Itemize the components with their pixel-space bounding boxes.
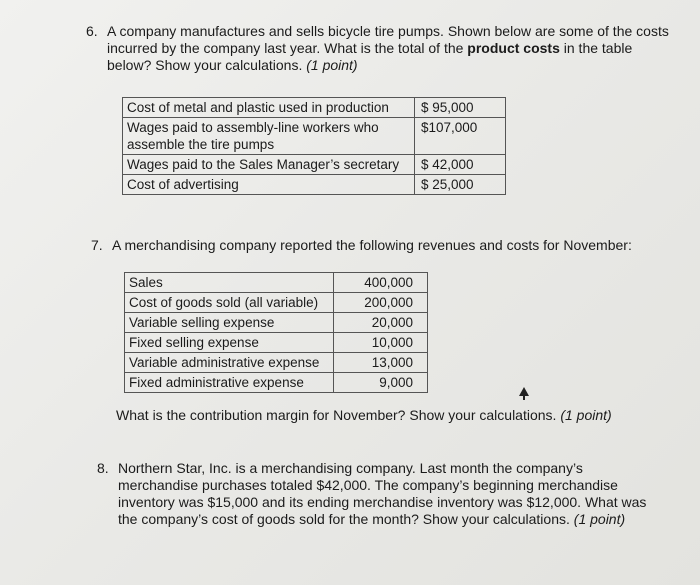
table-row (123, 175, 506, 195)
q7-row-label: Fixed selling expense (125, 333, 334, 353)
q7-row-amount: 10,000 (334, 333, 428, 353)
q7-row-amount: 9,000 (334, 373, 428, 393)
q6-row-amount: $ 25,000 (415, 175, 506, 195)
q7-row-amount: 13,000 (334, 353, 428, 373)
q8-text: Northern Star, Inc. is a merchandising company. Last month the company’s merchandise purchases totaled $42,000. The company’s beginning merchandise inventory was $15,000 and its ending merchandise inventory was $12,000. What was the company’s cost of goods sold for the month? Show your calculations. (118, 460, 647, 527)
q7-row-label: Sales (125, 273, 334, 293)
q6-number: 6. (86, 23, 98, 39)
q6-cost-table (122, 97, 506, 195)
table-row (123, 98, 506, 118)
q7-number: 7. (91, 237, 103, 253)
q6-row-amount: $ 42,000 (415, 155, 506, 175)
q7-row-label: Cost of goods sold (all variable) (125, 293, 334, 313)
q7-row-label: Variable administrative expense (125, 353, 334, 373)
q7-revenue-table (124, 272, 428, 393)
table-row (123, 118, 506, 155)
q6-row-label: Cost of advertising (123, 175, 415, 195)
q7-question (116, 407, 676, 424)
q6-row-label: Wages paid to assembly-line workers who assemble the tire pumps (123, 118, 415, 155)
q6-row-amount: $107,000 (415, 118, 506, 155)
q7-question-text: What is the contribution margin for November? Show your calculations. (116, 407, 561, 423)
q8-number: 8. (97, 460, 109, 476)
q7-row-label: Variable selling expense (125, 313, 334, 333)
table-row (125, 273, 428, 293)
q7-row-amount: 200,000 (334, 293, 428, 313)
table-row (125, 353, 428, 373)
mouse-cursor-icon (519, 387, 529, 396)
q8-points: (1 point) (573, 511, 626, 527)
table-row (125, 293, 428, 313)
table-row (125, 333, 428, 353)
q6-row-label: Cost of metal and plastic used in production (123, 98, 415, 118)
q6-bold-term: product costs (467, 40, 560, 56)
q6-text-before: A company manufactures and sells bicycle tire pumps. Shown below are some of the costs incurred by the company last year. What is the total of the (107, 23, 669, 56)
q7-intro: A merchandising company reported the following revenues and costs for November: (112, 237, 632, 253)
q6-text-after: in the table below? Show your calculations. (107, 40, 633, 73)
q7-row-label: Fixed administrative expense (125, 373, 334, 393)
q7-row-amount: 400,000 (334, 273, 428, 293)
q6-prompt (107, 23, 672, 74)
q7-points: (1 point) (560, 407, 612, 423)
q8-prompt (118, 460, 663, 528)
q6-row-amount: $ 95,000 (415, 98, 506, 118)
q6-points: (1 point) (306, 57, 358, 73)
table-row (123, 155, 506, 175)
table-row (125, 313, 428, 333)
table-row (125, 373, 428, 393)
q7-row-amount: 20,000 (334, 313, 428, 333)
q6-row-label: Wages paid to the Sales Manager’s secretary (123, 155, 415, 175)
